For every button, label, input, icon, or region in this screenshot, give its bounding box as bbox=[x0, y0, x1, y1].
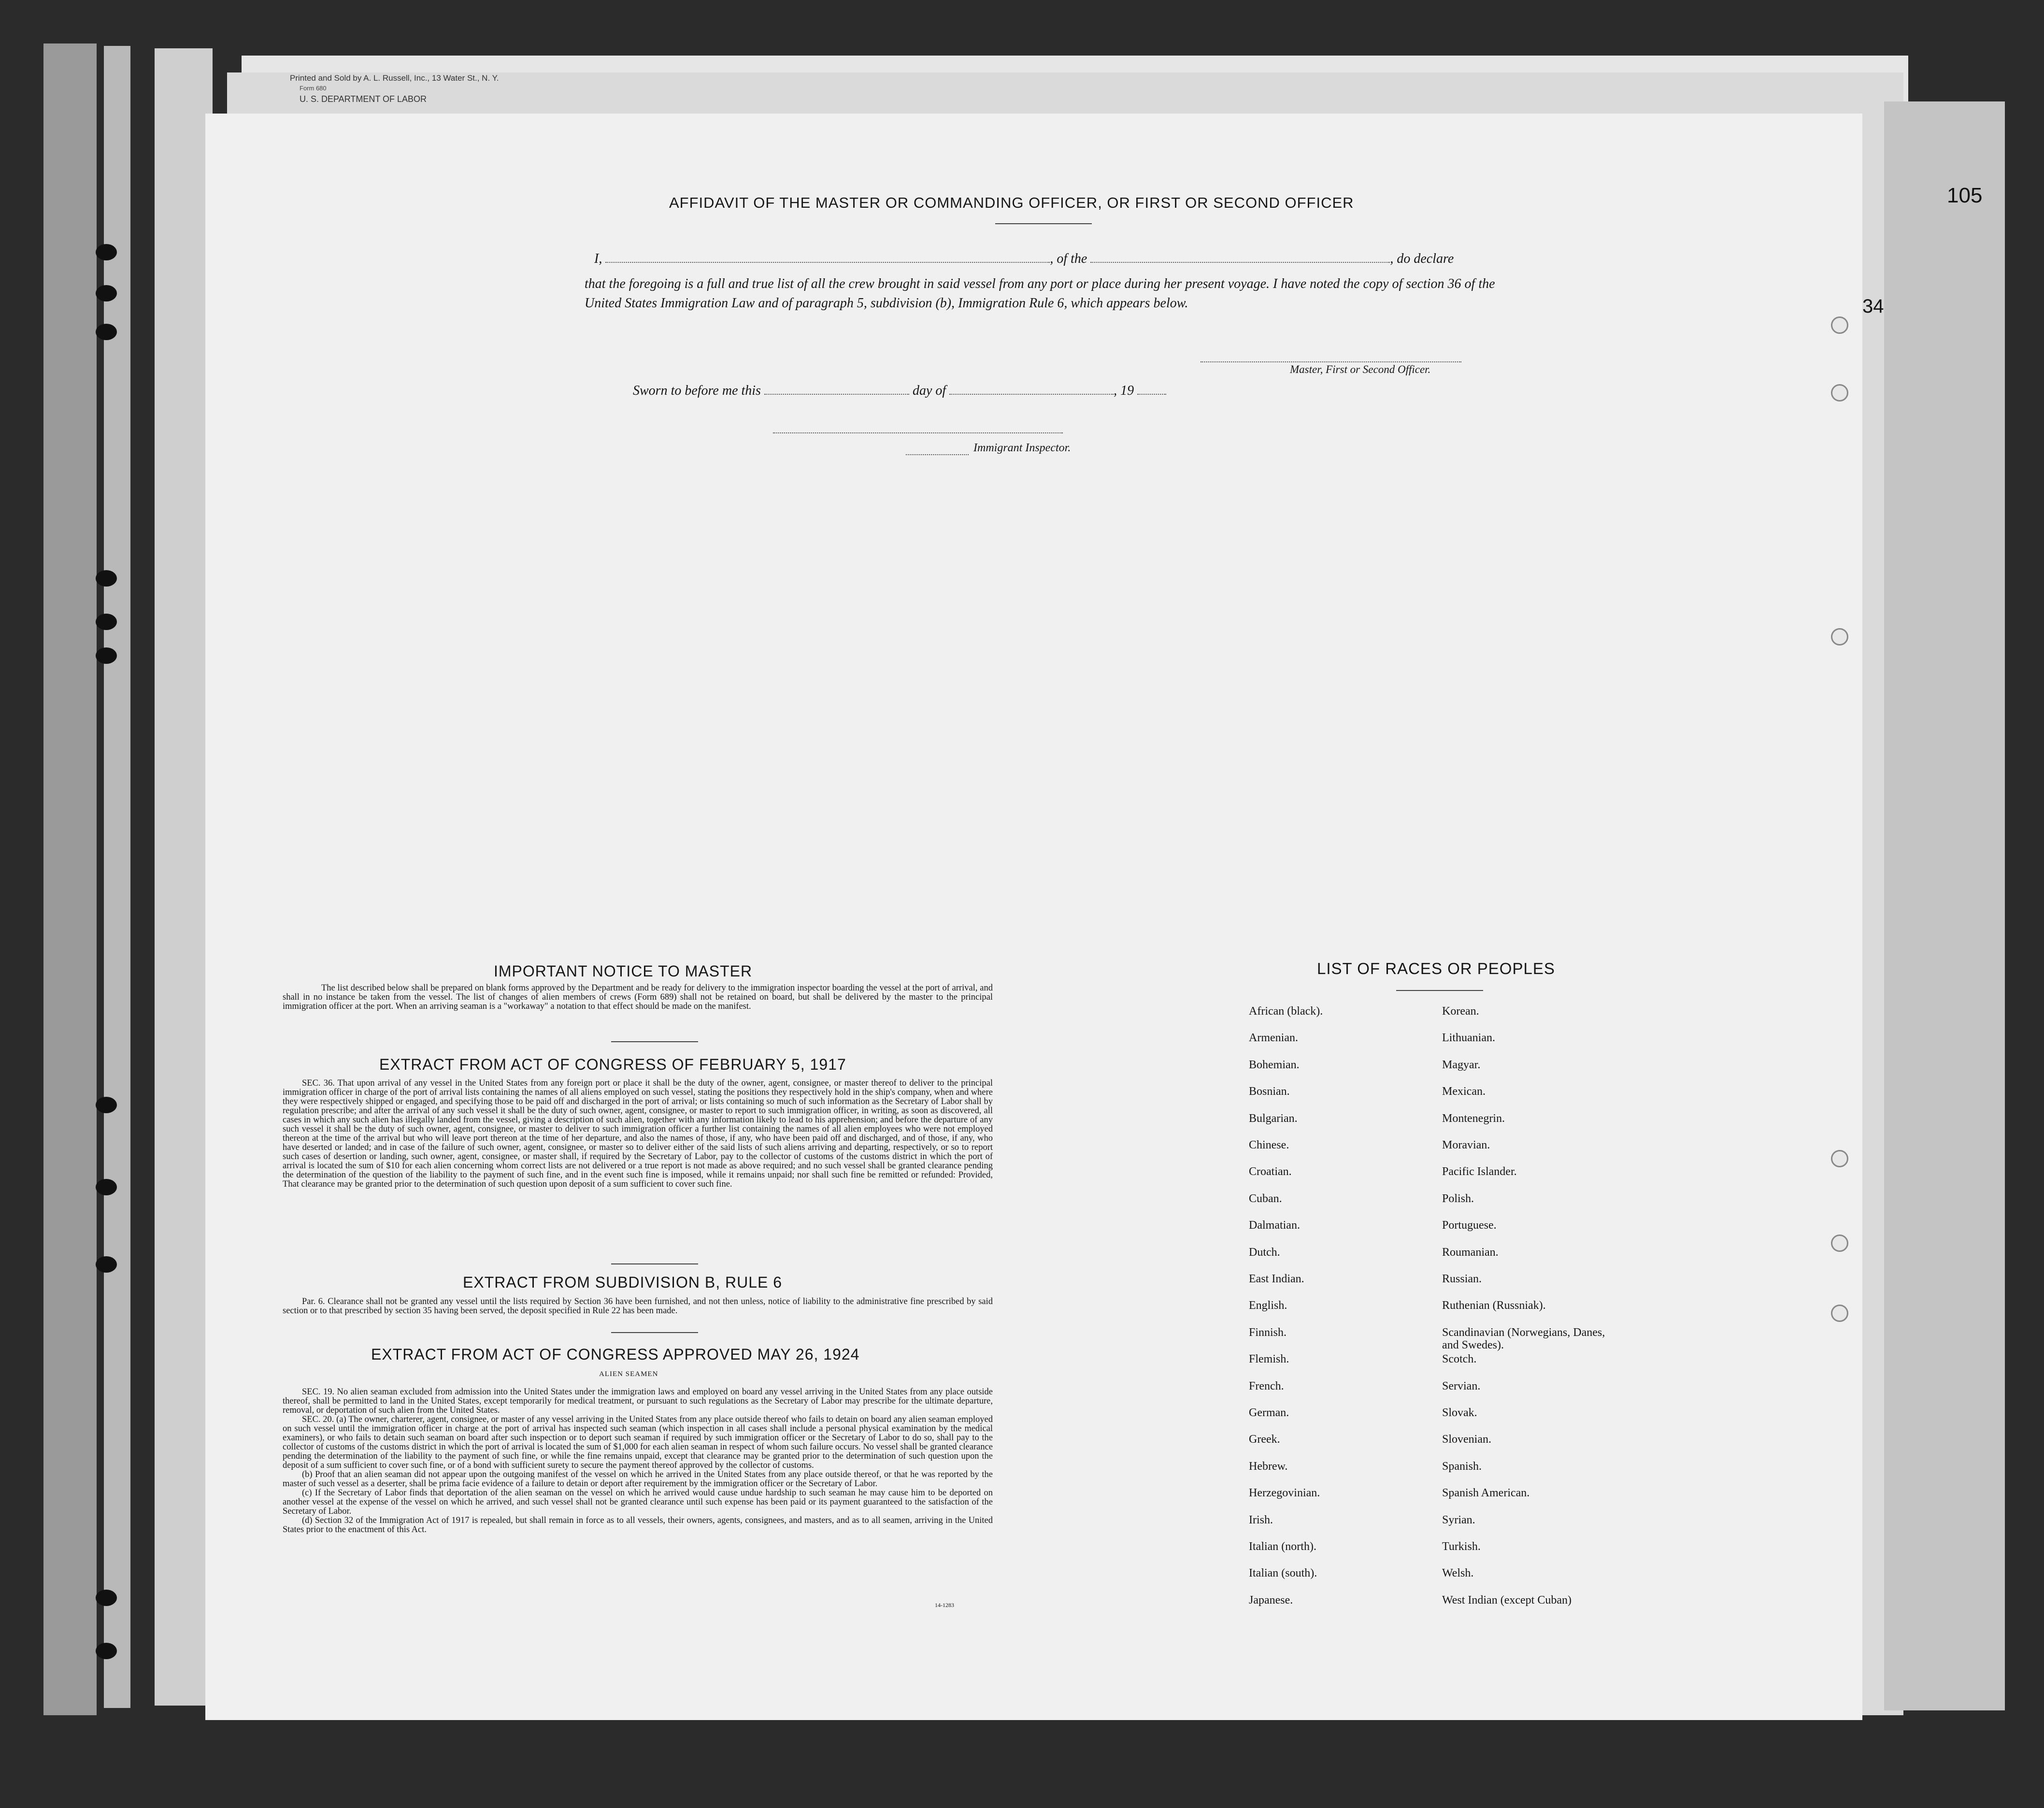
race-item: Scandinavian (Norwegians, Danes, and Swedes). bbox=[1442, 1326, 1605, 1351]
extract-rule6-text: Par. 6. Clearance shall not be granted any vessel until the lists required by Section 36 have been furnished, and not then unless, notice of liability to the administrative fine prescribed by said section or to that prescribed by section 35 having been served, the deposit specified in Rule 22 has been made. bbox=[283, 1297, 993, 1316]
page-number: 105 bbox=[1947, 184, 1983, 207]
inspector-label: Immigrant Inspector. bbox=[973, 442, 1071, 454]
punch-hole bbox=[1831, 1234, 1848, 1252]
divider bbox=[611, 1041, 698, 1042]
race-item: Scotch. bbox=[1442, 1353, 1477, 1366]
sworn-label: Sworn to before me this bbox=[633, 383, 761, 398]
master-signature-label: Master, First or Second Officer. bbox=[1290, 363, 1431, 375]
day-of-label: day of bbox=[912, 383, 946, 398]
race-item: Flemish. bbox=[1249, 1353, 1289, 1366]
race-item: English. bbox=[1249, 1299, 1287, 1312]
form-number: Form 680 bbox=[300, 85, 327, 92]
binder-strip-inner bbox=[155, 48, 213, 1706]
race-item: Moravian. bbox=[1442, 1139, 1490, 1151]
race-item: Russian. bbox=[1442, 1273, 1482, 1285]
race-item: German. bbox=[1249, 1406, 1289, 1419]
sworn-day-field[interactable] bbox=[764, 394, 909, 395]
notice-text: The list described below shall be prepared on blank forms approved by the Department and be ready for delivery to the immigration inspector boarding the vessel at the port of arrival, and shall in no instance be taken from the vessel. The list of changes of alien members of crews (Form 689) shall not be retained on board, but shall be delivered by the master to the principal immigration officer at the port. When an arriving seaman is a "workaway" a notation to that effect should be made on the manifest. bbox=[283, 983, 993, 1011]
race-item: Spanish American. bbox=[1442, 1487, 1530, 1500]
binder-hole bbox=[96, 1590, 117, 1606]
punch-hole bbox=[1831, 1305, 1848, 1322]
divider bbox=[611, 1332, 698, 1333]
race-item: French. bbox=[1249, 1379, 1284, 1392]
race-item: Roumanian. bbox=[1442, 1246, 1499, 1259]
divider bbox=[1396, 990, 1483, 991]
binder-hole bbox=[96, 1643, 117, 1659]
race-item: Armenian. bbox=[1249, 1032, 1298, 1045]
inspector-signature-field[interactable] bbox=[773, 432, 1063, 433]
year-label: , 19 bbox=[1114, 383, 1134, 398]
affidavit-title: AFFIDAVIT OF THE MASTER OR COMMANDING OFFICER, OR FIRST OR SECOND OFFICER bbox=[669, 194, 1354, 211]
printer-credit: Printed and Sold by A. L. Russell, Inc., 13 Water St., N. Y. bbox=[290, 73, 499, 83]
binder-hole bbox=[96, 1097, 117, 1113]
binder-hole bbox=[96, 324, 117, 340]
race-item: Portuguese. bbox=[1442, 1219, 1497, 1232]
race-item: Pacific Islander. bbox=[1442, 1165, 1517, 1178]
race-item: Chinese. bbox=[1249, 1139, 1289, 1151]
binder-hole bbox=[96, 1256, 117, 1273]
race-item: Turkish. bbox=[1442, 1540, 1481, 1553]
race-item: Ruthenian (Russniak). bbox=[1442, 1299, 1546, 1312]
race-item: Slovenian. bbox=[1442, 1433, 1491, 1446]
extract-1917-title: EXTRACT FROM ACT OF CONGRESS OF FEBRUARY 5, 1917 bbox=[379, 1056, 846, 1073]
race-item: Mexican. bbox=[1442, 1085, 1486, 1098]
races-title: LIST OF RACES OR PEOPLES bbox=[1317, 960, 1555, 977]
punch-hole bbox=[1831, 1150, 1848, 1167]
race-item: Finnish. bbox=[1249, 1326, 1287, 1339]
race-item: Syrian. bbox=[1442, 1513, 1475, 1526]
race-item: Magyar. bbox=[1442, 1058, 1481, 1071]
race-item: Polish. bbox=[1442, 1192, 1474, 1205]
race-item: Montenegrin. bbox=[1442, 1112, 1505, 1125]
race-item: Welsh. bbox=[1442, 1567, 1474, 1580]
race-item: East Indian. bbox=[1249, 1273, 1304, 1285]
vessel-name-field[interactable] bbox=[1090, 262, 1390, 263]
section-20c-text: (c) If the Secretary of Labor finds that deportation of the alien seaman on the vessel on which he arrived would cause undue hardship to such seaman he may cause him to be deported on another vessel at the expense of the vessel on which he arrived, and such vessel shall not be granted clearance until such expense has been paid or its payment guaranteed to the satisfaction of the Secretary of Labor. bbox=[283, 1488, 993, 1516]
binder-hole bbox=[96, 570, 117, 587]
notice-title: IMPORTANT NOTICE TO MASTER bbox=[494, 962, 753, 980]
section-20b-text: (b) Proof that an alien seaman did not appear upon the outgoing manifest of the vessel on which he arrived in the United States from any place outside thereof, or that he was reported by the master of such vessel as a deserter, shall be prima facie evidence of a failure to detain or deport after requirement by the immigration officer or the Secretary of Labor. bbox=[283, 1470, 993, 1489]
divider bbox=[995, 223, 1092, 224]
divider bbox=[611, 1263, 698, 1264]
department-header: U. S. DEPARTMENT OF LABOR bbox=[300, 94, 427, 104]
race-item: Dalmatian. bbox=[1249, 1219, 1300, 1232]
extract-1917-text: SEC. 36. That upon arrival of any vessel in the United States from any foreign port or place it shall be the duty of the owner, agent, consignee, or master thereof to deliver to the principal immigration officer in charge of the port of arrival lists containing the names of all aliens employed on such vessel, stating the positions they respectively hold in the ship's company, when and where they were respectively shipped or engaged, and specifying those to be paid off and discharged in the port of arrival; or lists containing so much of such information as the Secretary of Labor shall by regulation prescribe; and after the arrival of any such vessel it shall be the duty of such owner, agent, consignee, or master to report to such immigration officer, in writing, as soon as discovered, all cases in which any such alien has illegally landed from the vessel, giving a description of such alien, together with any information likely to lead to his apprehension; and before the departure of any such vessel it shall be the duty of such owner, agent, consignee, or master to deliver to such immigration officer a further list containing the names of all alien employees who were not employed thereon at the time of the arrival but who will leave port thereon at the time of her departure, and also the names of those, if any, who have been paid off and discharged, and of those, if any, who have deserted or landed; and in case of the failure of such owner, agent, consignee, or master so to deliver either of the said lists of such aliens arriving and departing, respectively, or so to report such cases of desertion or landing, such owner, agent, consignee, or master shall, if required by the Secretary of Labor, pay to the collector of customs of the customs district in which the port of arrival is located the sum of $10 for each alien concerning whom correct lists are not delivered or a true report is not made as above required; and no such vessel shall be granted clearance pending the determination of the question of the liability to the payment of such fine, and in the event such fine is imposed, while it remains unpaid; nor shall such fine be remitted or refunded: Provided, That clearance may be granted prior to the determination of such question upon deposit of a sum sufficient to cover such fine. bbox=[283, 1078, 993, 1189]
section-20a-text: SEC. 20. (a) The owner, charterer, agent, consignee, or master of any vessel arriving in the United States from any place outside thereof who fails to detain on board any alien seaman employed on such vessel until the immigration officer in charge at the port of arrival has inspected such seaman (which inspection in all cases shall include a personal physical examination by the medical examiners), or who fails to detain such seaman on board after such inspection or to deport such seaman if required by such immigration officer or the Secretary of Labor to do so, shall pay to the collector of customs of the customs district in which the port of arrival is located the sum of $1,000 for each alien seaman in respect of whom such failure occurs. No vessel shall be granted clearance pending the determination of the liability to the payment of such fine, or while the fine remains unpaid, except that clearance may be granted prior to the determination of such question upon the deposit of a sum sufficient to cover such fine, or of a bond with sufficient surety to secure the payment thereof approved by the collector of customs. bbox=[283, 1415, 993, 1470]
race-item: Servian. bbox=[1442, 1379, 1481, 1392]
section-19-text: SEC. 19. No alien seaman excluded from admission into the United States under the immigration laws and employed on board any vessel arriving in the United States from any place outside thereof, shall be permitted to land in the United States, except temporarily for medical treatment, or pursuant to such regulations as the Secretary of Labor may prescribe for the ultimate departure, removal, or deportation of such alien from the United States. bbox=[283, 1387, 993, 1415]
punch-hole bbox=[1831, 384, 1848, 402]
race-item: Dutch. bbox=[1249, 1246, 1280, 1259]
sworn-month-field[interactable] bbox=[949, 394, 1114, 395]
race-item: Irish. bbox=[1249, 1513, 1273, 1526]
race-item: Korean. bbox=[1442, 1005, 1479, 1018]
race-item: African (black). bbox=[1249, 1005, 1323, 1018]
form-code: 14-1283 bbox=[935, 1602, 954, 1608]
of-the-label: , of the bbox=[1050, 251, 1087, 266]
race-item: Bulgarian. bbox=[1249, 1112, 1298, 1125]
punch-hole bbox=[1831, 316, 1848, 334]
race-item: Bosnian. bbox=[1249, 1085, 1290, 1098]
affidavit-declaration-line bbox=[594, 251, 1454, 267]
race-item: Greek. bbox=[1249, 1433, 1280, 1446]
binder-hole bbox=[96, 285, 117, 301]
race-item: Lithuanian. bbox=[1442, 1032, 1495, 1045]
extract-rule6-title: EXTRACT FROM SUBDIVISION B, RULE 6 bbox=[463, 1274, 783, 1291]
race-item: Spanish. bbox=[1442, 1460, 1482, 1473]
race-item: Japanese. bbox=[1249, 1593, 1293, 1607]
race-item: Croatian. bbox=[1249, 1165, 1292, 1178]
extract-1924-title: EXTRACT FROM ACT OF CONGRESS APPROVED MAY 26, 1924 bbox=[371, 1346, 860, 1363]
race-item: West Indian (except Cuban) bbox=[1442, 1593, 1572, 1607]
race-item: Hebrew. bbox=[1249, 1460, 1288, 1473]
race-item: Cuban. bbox=[1249, 1192, 1282, 1205]
sworn-year-field[interactable] bbox=[1137, 394, 1166, 395]
right-page-edge bbox=[1884, 101, 2005, 1710]
declarant-label: I, bbox=[594, 251, 602, 266]
race-item: Herzegovinian. bbox=[1249, 1487, 1320, 1500]
section-20d-text: (d) Section 32 of the Immigration Act of 1917 is repealed, but shall remain in force as to all vessels, their owners, agents, consignees, and masters, and as to all seamen, arriving in the United States prior to the enactment of this Act. bbox=[283, 1516, 993, 1535]
binder-hole bbox=[96, 244, 117, 260]
extract-1924-text bbox=[283, 1388, 993, 1535]
binder-hole bbox=[96, 614, 117, 630]
race-item: Italian (south). bbox=[1249, 1567, 1317, 1580]
binder-hole bbox=[96, 647, 117, 664]
inspector-signature-lead bbox=[906, 454, 969, 455]
binder-hole bbox=[96, 1179, 117, 1195]
underlying-page-number: 34 bbox=[1862, 296, 1884, 317]
race-item: Slovak. bbox=[1442, 1406, 1477, 1419]
race-item: Italian (north). bbox=[1249, 1540, 1316, 1553]
race-item: Bohemian. bbox=[1249, 1058, 1300, 1071]
declare-label: , do declare bbox=[1390, 251, 1454, 266]
punch-hole bbox=[1831, 628, 1848, 646]
affidavit-statement: that the foregoing is a full and true list of all the crew brought in said vessel from any port or place during her present voyage. I have noted the copy of section 36 of the United States Immigration Law and of paragraph 5, subdivision (b), Immigration Rule 6, which appears below. bbox=[585, 276, 1495, 311]
declarant-name-field[interactable] bbox=[605, 262, 1050, 263]
master-signature-field[interactable] bbox=[1201, 361, 1461, 362]
alien-seamen-subtitle: ALIEN SEAMEN bbox=[599, 1370, 658, 1378]
binder-spine bbox=[43, 43, 97, 1715]
sworn-line bbox=[633, 383, 1166, 399]
